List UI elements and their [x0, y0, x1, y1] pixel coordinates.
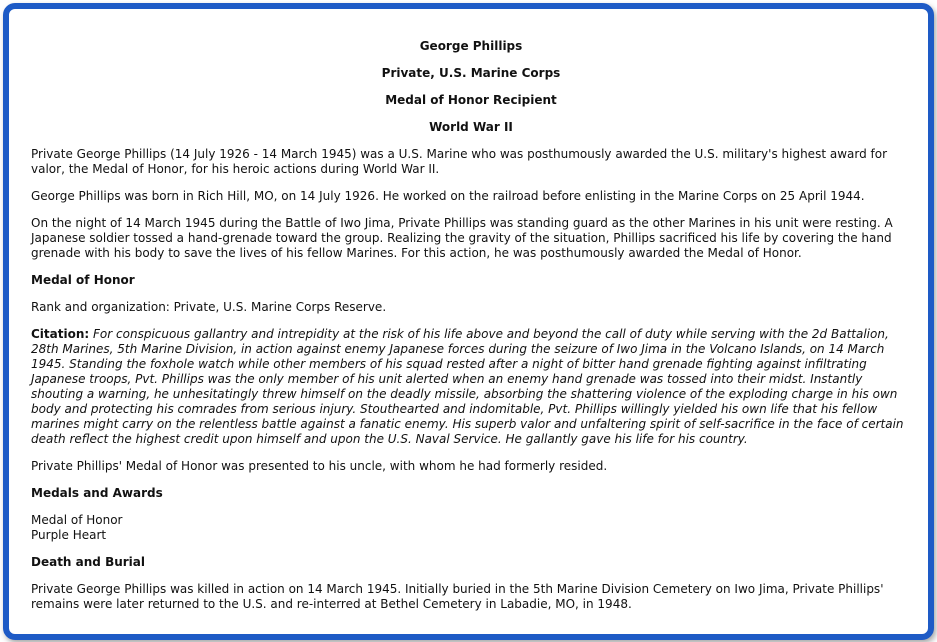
presented-paragraph: Private Phillips' Medal of Honor was presented to his uncle, with whom he had formerly resided. [31, 459, 608, 473]
document-content [31, 39, 911, 624]
document-frame [3, 3, 934, 640]
honor-title: Medal of Honor Recipient [385, 93, 557, 107]
person-rank: Private, U.S. Marine Corps [381, 66, 561, 80]
death-heading: Death and Burial [31, 555, 145, 569]
intro-paragraph-2: George Phillips was born in Rich Hill, MO, on 14 July 1926. He worked on the railroad before enlisting in the Marine Corps on 25 April 1944. [31, 189, 865, 203]
awards-heading: Medals and Awards [31, 486, 163, 500]
citation-label: Citation: [31, 327, 90, 341]
awards-list [31, 513, 911, 543]
death-paragraph: Private George Phillips was killed in action on 14 March 1945. Initially buried in the 5th Marine Division Cemetery on Iwo Jima, Private Phillips' remains were later returned to the U.S. and re-interred at Bethel Cemetery in Labadie, MO, in 1948. [31, 582, 884, 611]
rank-organization: Rank and organization: Private, U.S. Marine Corps Reserve. [31, 300, 387, 314]
intro-paragraph-1: Private George Phillips (14 July 1926 - 14 March 1945) was a U.S. Marine who was posthumously awarded the U.S. military's highest award for valor, the Medal of Honor, for his heroic actions during World War II. [31, 147, 888, 176]
award-item: Purple Heart [31, 528, 107, 542]
award-item: Medal of Honor [31, 513, 123, 527]
moh-heading: Medal of Honor [31, 273, 135, 287]
citation [31, 327, 911, 447]
citation-text: For conspicuous gallantry and intrepidity at the risk of his life above and beyond the call of duty while serving with the 2d Battalion, 28th Marines, 5th Marine Division, in action against enemy Japanese forces during the seizure of Iwo Jima in the Volcano Islands, on 14 March 1945. Standing the foxhole watch while other members of his squad rested after a night of bitter hand grenade fighting against infiltrating Japanese troops, Pvt. Phillips was the only member of his unit alerted when an enemy hand grenade was tossed into their midst. Instantly shouting a warning, he unhesitatingly threw himself on the deadly missile, absorbing the shattering violence of the exploding charge in his own body and protecting his comrades from serious injury. Stouthearted and indomitable, Pvt. Phillips willingly yielded his own life that his fellow marines might carry on the relentless battle against a fanatic enemy. His superb valor and unfaltering spirit of self-sacrifice in the face of certain death reflect the highest credit upon himself and upon the U.S. Naval Service. He gallantly gave his life for his country. [31, 327, 904, 446]
war-title: World War II [429, 120, 513, 134]
intro-paragraph-3: On the night of 14 March 1945 during the Battle of Iwo Jima, Private Phillips was standing guard as the other Marines in his unit were resting. A Japanese soldier tossed a hand-grenade toward the group. Realizing the gravity of the situation, Phillips sacrificed his life by covering the hand grenade with his body to save the lives of his fellow Marines. For this action, he was posthumously awarded the Medal of Honor. [31, 216, 893, 260]
person-name: George Phillips [419, 39, 523, 53]
